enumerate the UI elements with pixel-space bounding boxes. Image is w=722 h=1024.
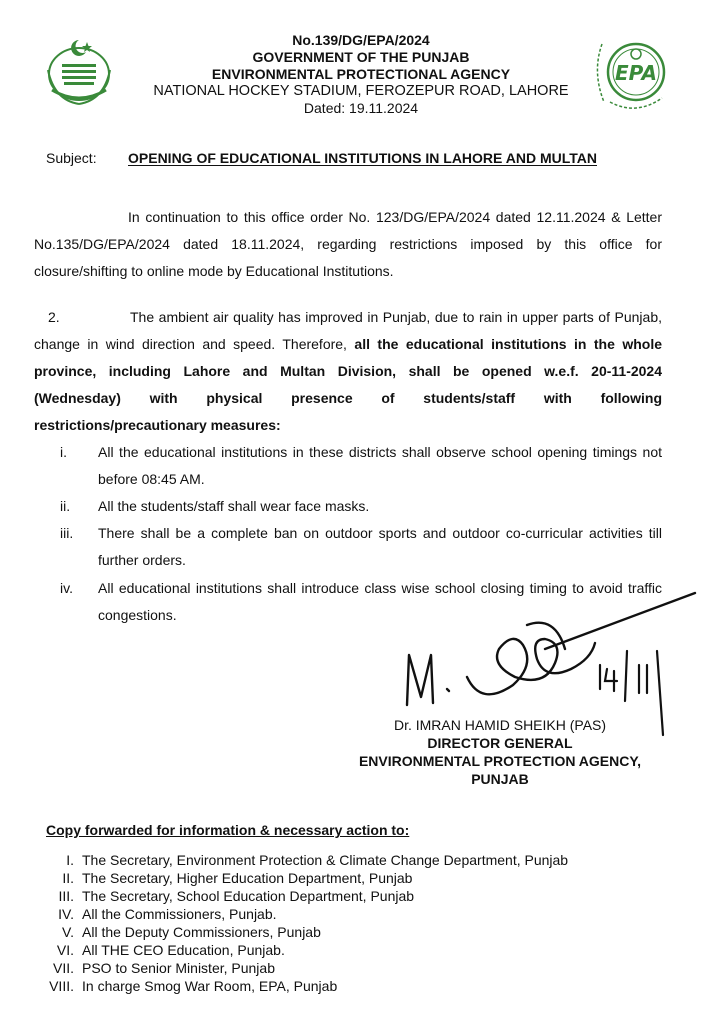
- list-item-number: V.: [62, 924, 74, 940]
- list-item-text: PSO to Senior Minister, Punjab: [82, 960, 275, 976]
- paragraph-2: [34, 304, 662, 439]
- list-item: [30, 905, 277, 923]
- list-item: [30, 941, 285, 959]
- list-item-text: The Secretary, Higher Education Department, Punjab: [82, 870, 413, 886]
- reference-number: No.139/DG/EPA/2024: [292, 32, 430, 48]
- list-item-number: I.: [66, 852, 74, 868]
- copy-forwarded-heading: Copy forwarded for information & necessary action to:: [46, 822, 410, 838]
- list-item: [30, 887, 414, 905]
- signatory-organization: ENVIRONMENTAL PROTECTION AGENCY,: [358, 753, 642, 769]
- paragraph-2-number: 2.: [48, 309, 60, 325]
- list-item-number: II.: [62, 870, 74, 886]
- list-item-text: All educational institutions shall introduce class wise school closing timing to avoid traffic congestions.: [98, 580, 662, 623]
- list-item-text: The Secretary, Environment Protection & Climate Change Department, Punjab: [82, 852, 569, 868]
- list-item: [60, 520, 662, 574]
- svg-text:EPA: EPA: [615, 61, 657, 85]
- paragraph-1-text: In continuation to this office order No. 123/DG/EPA/2024 dated 12.11.2024 & Letter No.135/DG/EPA/2024 dated 18.11.2024, regarding restrictions imposed by this office for closure/shifting to online mode by Educational Institutions.: [34, 209, 662, 279]
- list-item-number: iv.: [60, 580, 73, 596]
- signatory-region: PUNJAB: [471, 771, 529, 787]
- list-item-number: ii.: [60, 498, 71, 514]
- list-item-number: III.: [58, 888, 74, 904]
- subject-text: OPENING OF EDUCATIONAL INSTITUTIONS IN LAHORE AND MULTAN: [128, 150, 597, 166]
- list-item: [30, 851, 568, 869]
- paragraph-2-bold-text: all the educational institutions in the whole province, including Lahore and Multan Division, shall be opened w.e.f. 20-11-2024 (Wednesday) with physical presence of students/staff with following restrictions/precautionary measures:: [34, 336, 662, 433]
- list-item-text: The Secretary, School Education Department, Punjab: [82, 888, 415, 904]
- list-item-number: IV.: [58, 906, 74, 922]
- list-item-text: All the students/staff shall wear face masks.: [98, 498, 370, 514]
- list-item-number: VI.: [56, 942, 74, 958]
- government-name: GOVERNMENT OF THE PUNJAB: [252, 49, 470, 65]
- list-item-text: All the Deputy Commissioners, Punjab: [82, 924, 321, 940]
- subject-label: Subject:: [46, 150, 97, 166]
- list-item: [30, 869, 412, 887]
- paragraph-1: [34, 204, 662, 285]
- list-item-text: All the educational institutions in these districts shall observe school opening timings not before 08:45 AM.: [98, 444, 662, 487]
- list-item: [30, 923, 321, 941]
- signatory-title: DIRECTOR GENERAL: [427, 735, 573, 751]
- handwritten-date: [395, 585, 396, 586]
- list-item-number: VII.: [52, 960, 74, 976]
- list-item: [30, 977, 337, 995]
- list-item-number: i.: [60, 444, 67, 460]
- agency-name: ENVIRONMENTAL PROTECTIONAL AGENCY: [211, 66, 511, 82]
- list-item-number: iii.: [60, 525, 74, 541]
- paragraph-2-text: The ambient air quality has improved in Punjab, due to rain in upper parts of Punjab, change in wind direction and speed. Therefore,: [34, 309, 662, 352]
- list-item-text: All the Commissioners, Punjab.: [82, 906, 277, 922]
- list-item-text: There shall be a complete ban on outdoor sports and outdoor co-curricular activities till further orders.: [98, 525, 662, 568]
- list-item: [60, 439, 662, 493]
- list-item: [30, 959, 275, 977]
- agency-address: NATIONAL HOCKEY STADIUM, FEROZEPUR ROAD, LAHORE: [153, 83, 569, 99]
- document-date: Dated: 19.11.2024: [303, 100, 419, 116]
- signatory-name: Dr. IMRAN HAMID SHEIKH (PAS): [393, 717, 607, 733]
- list-item-text: All THE CEO Education, Punjab.: [82, 942, 285, 958]
- list-item-number: VIII.: [49, 978, 74, 994]
- list-item-text: In charge Smog War Room, EPA, Punjab: [82, 978, 338, 994]
- list-item: [60, 493, 662, 520]
